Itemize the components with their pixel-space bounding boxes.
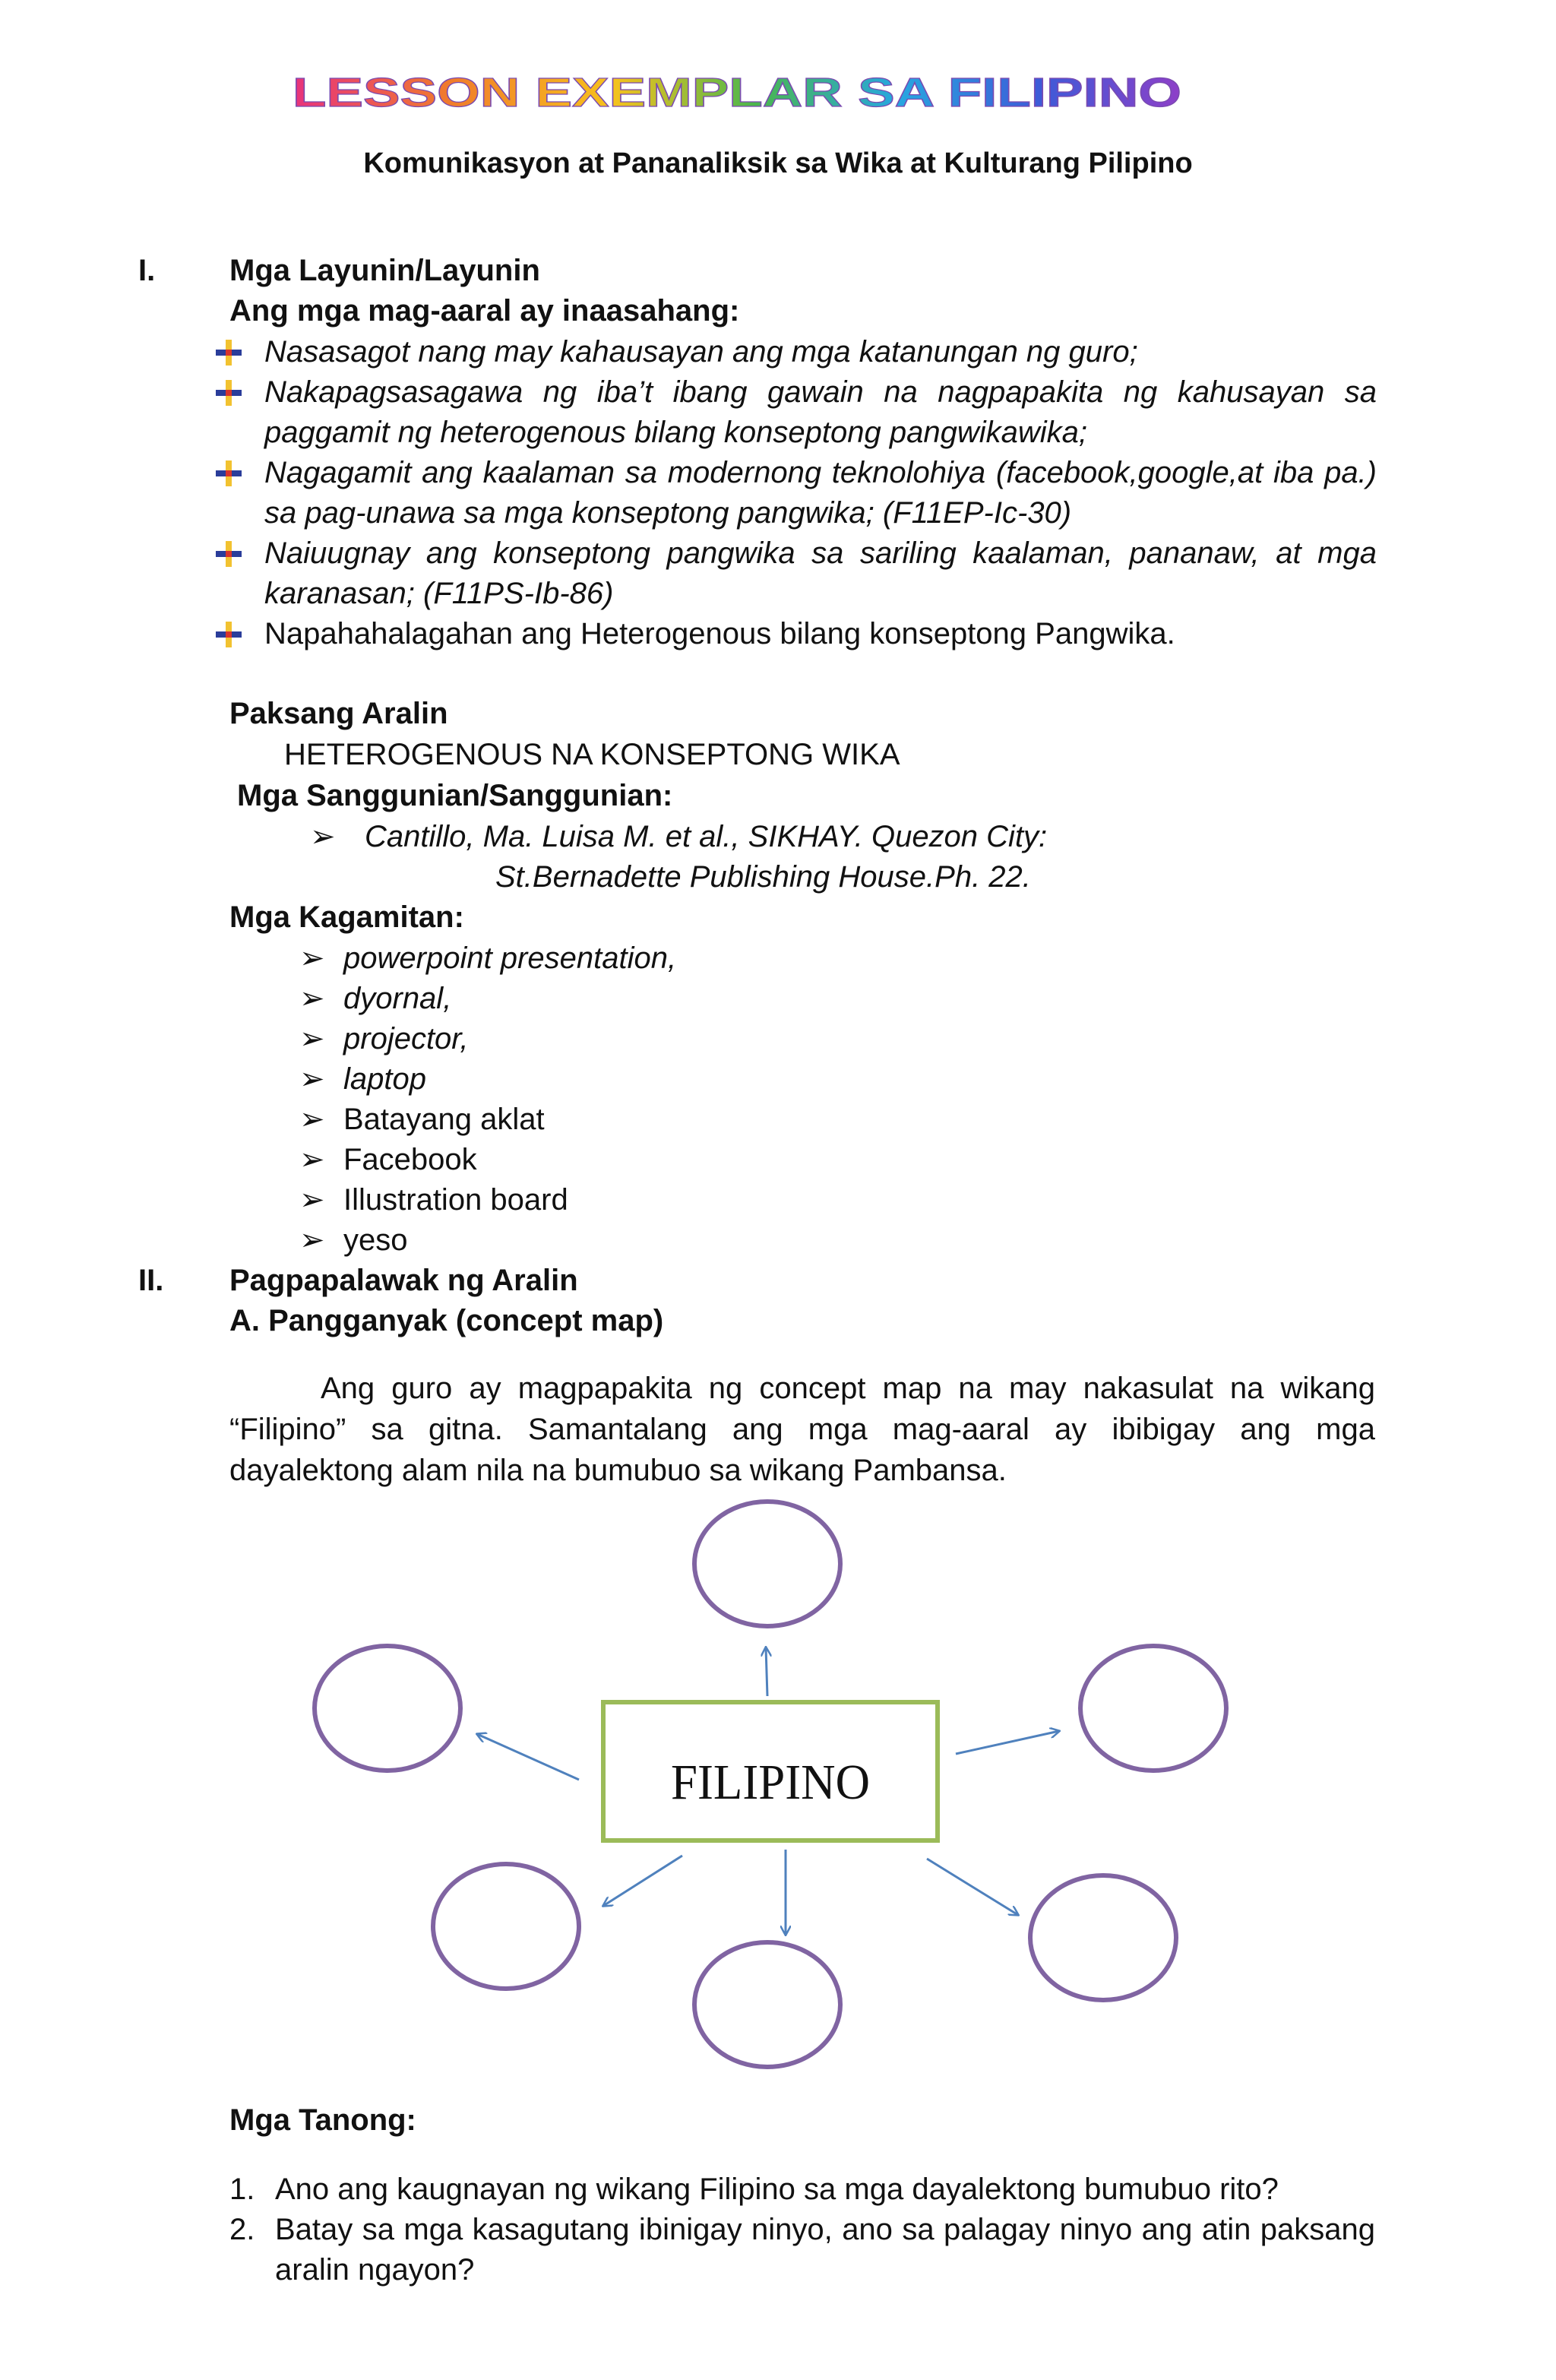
objectives-heading: Mga Layunin/Layunin [229,254,540,287]
question-item [229,2170,1375,2210]
paragraph-text: Ang guro ay magpapakita ng concept map na may nakasulat na wikang “Filipino” sa gitna. Samantalang ang mga mag-aaral ay ibibigay ang mga dayalektong alam nila na bumubuo sa wikang Pambansa. [229,1372,1375,1487]
material-text: yeso [343,1223,408,1257]
concept-arrow [766,1647,767,1696]
arrow-bullet-icon: ➢ [299,1143,325,1176]
topic-heading: Paksang Aralin [229,697,448,730]
concept-arrow [927,1859,1018,1915]
material-text: Illustration board [343,1183,568,1217]
reference-line-1: Cantillo, Ma. Luisa M. et al., SIKHAY. Quezon City: [365,820,1048,853]
section-2-numeral: II. [138,1264,164,1297]
course-subtitle: Komunikasyon at Pananaliksik sa Wika at Kulturang Pilipino [363,147,1193,179]
dialect-circle [315,1646,460,1771]
question-number: 1. [229,2173,255,2206]
materials-heading: Mga Kagamitan: [229,900,464,934]
question-number: 2. [229,2213,255,2246]
dialect-circle [694,1942,840,2067]
section-1-numeral: I. [138,254,156,287]
question-text: Batay sa mga kasagutang ibinigay ninyo, ano sa palagay ninyo ang atin paksang aralin ngayon? [275,2213,1375,2287]
concept-arrow [603,1856,682,1906]
material-text: projector, [343,1022,469,1055]
dialect-circle [1080,1646,1226,1771]
material-text: laptop [343,1062,426,1096]
arrow-bullet-icon: ➢ [299,1062,325,1096]
material-text: powerpoint presentation, [343,942,677,975]
motivation-heading: A. Pangganyak (concept map) [229,1304,664,1337]
concept-arrow [477,1734,579,1780]
questions-heading: Mga Tanong: [229,2103,416,2137]
arrow-bullet-icon: ➢ [299,1022,325,1055]
objective-text: Nagagamit ang kaalaman sa modernong teknolohiya (facebook,google,at iba pa.) sa pag-unawa sa mga konseptong pangwika; (F11EP-Ic-30) [264,456,1377,530]
concept-arrow [956,1731,1059,1754]
material-text: Batayang aklat [343,1103,545,1136]
objective-text: Napahahalagahan ang Heterogenous bilang konseptong Pangwika. [264,617,1175,650]
question-item [229,2210,1375,2290]
expansion-heading: Pagpapalawak ng Aralin [229,1264,578,1297]
references-heading: Mga Sanggunian/Sanggunian: [237,779,673,812]
objectives-intro: Ang mga mag-aaral ay inaasahang: [229,294,740,328]
arrow-bullet-icon: ➢ [299,942,325,975]
question-text: Ano ang kaugnayan ng wikang Filipino sa mga dayalektong bumubuo rito? [275,2173,1279,2206]
arrow-bullet-icon: ➢ [310,820,336,853]
center-concept-label: FILIPINO [671,1755,870,1810]
reference-line-2: St.Bernadette Publishing House.Ph. 22. [495,860,1031,894]
topic-title: HETEROGENOUS NA KONSEPTONG WIKA [284,738,900,771]
objective-text: Nasasagot nang may kahausayan ang mga katanungan ng guro; [264,335,1138,369]
banner-title: LESSON EXEMPLAR SA FILIPINO [293,70,1181,116]
dialect-circle [1030,1875,1176,2000]
arrow-bullet-icon: ➢ [299,1183,325,1217]
material-text: Facebook [343,1143,477,1176]
arrow-bullet-icon: ➢ [299,1103,325,1136]
objective-text: Nakapagsasagawa ng iba’t ibang gawain na nagpapakita ng kahusayan sa paggamit ng heterogenous bilang konseptong pangwikawika; [264,375,1377,449]
dialect-circle [694,1502,840,1626]
material-text: dyornal, [343,982,452,1015]
arrow-bullet-icon: ➢ [299,1223,325,1257]
objective-text: Naiuugnay ang konseptong pangwika sa sariling kaalaman, pananaw, at mga karanasan; (F11PS-Ib-86) [264,536,1377,610]
arrow-bullet-icon: ➢ [299,982,325,1015]
dialect-circle [433,1864,579,1989]
